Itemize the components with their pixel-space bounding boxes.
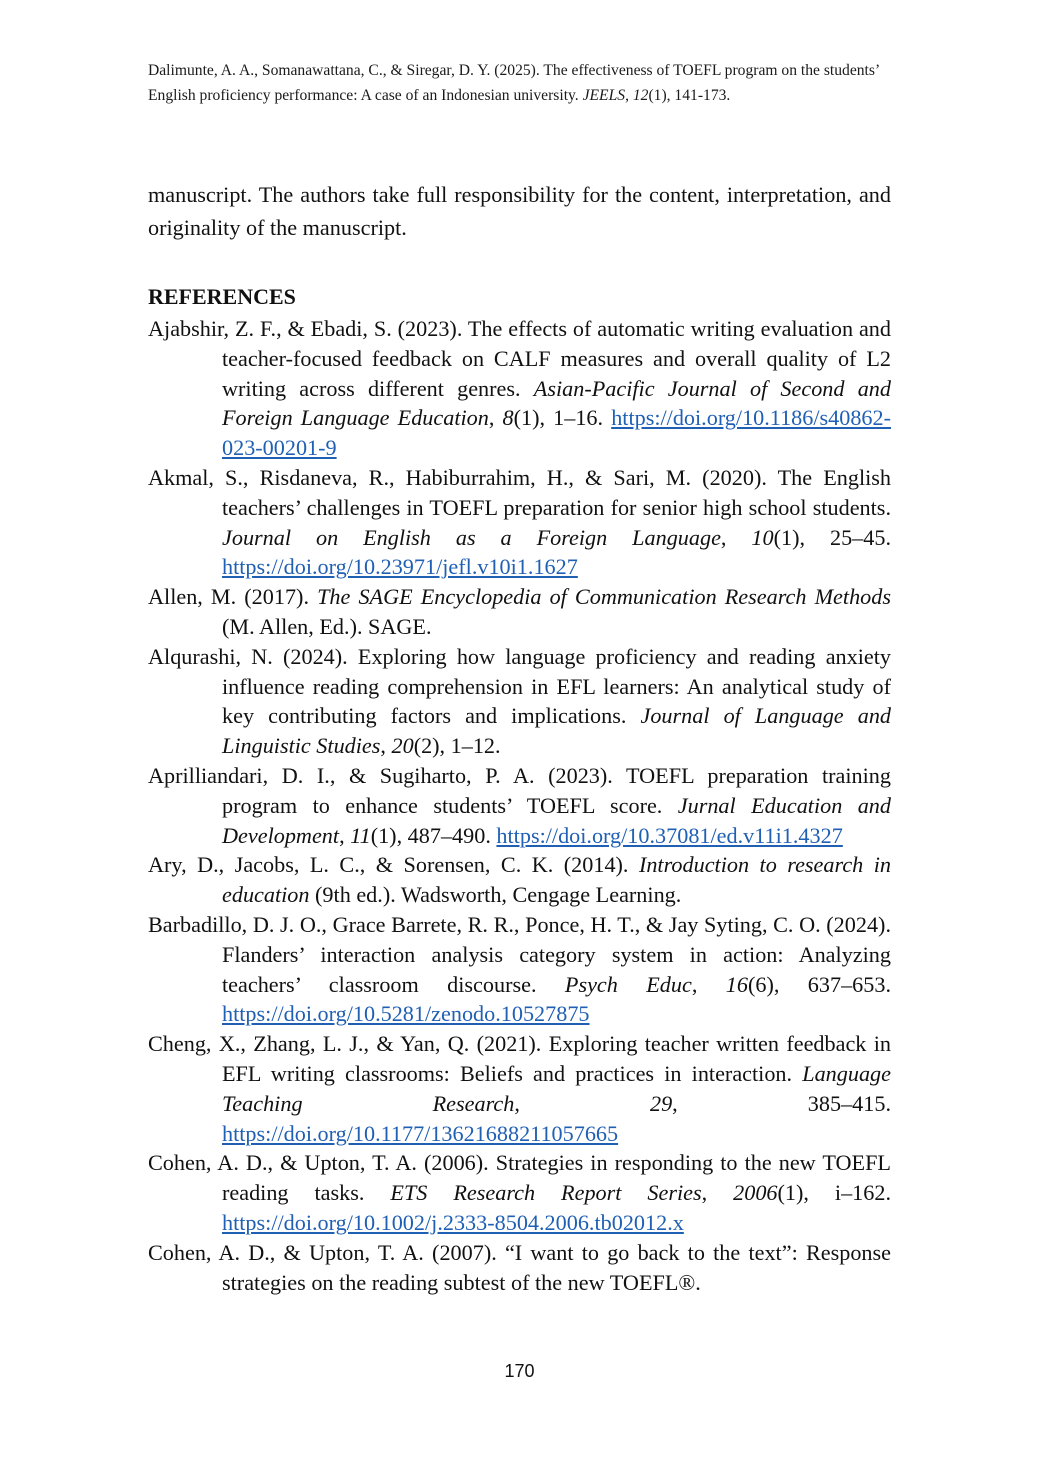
body-paragraph: manuscript. The authors take full responsibility for the content, interpretation, and originality of the manuscript.: [148, 182, 891, 240]
running-header: [148, 58, 908, 108]
reference-text: Cheng, X., Zhang, L. J., & Yan, Q. (2021). Exploring teacher written feedback in EFL writing classrooms: Beliefs and practices in interaction.: [148, 1031, 891, 1086]
reference-entry: [148, 910, 891, 1029]
references-heading: REFERENCES: [148, 284, 296, 309]
reference-doi-link[interactable]: https://doi.org/10.5281/zenodo.10527875: [222, 1001, 590, 1027]
reference-doi-link[interactable]: https://doi.org/10.1177/13621688211057665: [222, 1120, 619, 1146]
reference-entry: [148, 314, 891, 463]
reference-separator: ,: [691, 971, 726, 997]
reference-source: Language Teaching Research: [222, 1060, 891, 1116]
reference-entry: [148, 1029, 891, 1148]
reference-details: (6), 637–653.: [747, 971, 891, 997]
reference-text: Allen, M. (2017).: [148, 584, 318, 610]
reference-volume: 29: [649, 1090, 673, 1116]
reference-text: Ary, D., Jacobs, L. C., & Sorensen, C. K. (2014).: [148, 852, 639, 878]
reference-text: Cohen, A. D., & Upton, T. A. (2007). “I want to go back to the text”: Response strategies on the reading subtest of the new TOEFL®.: [148, 1239, 891, 1295]
page-number: 170: [504, 1361, 535, 1381]
reference-separator: ,: [514, 1090, 650, 1116]
reference-source: Asian-Pacific Journal of Second and Foreign Language Education: [222, 375, 891, 431]
reference-text: Akmal, S., Risdaneva, R., Habiburrahim, H., & Sari, M. (2020). The English teachers’ challenges in TOEFL preparation for senior high school students.: [148, 464, 891, 520]
reference-text: Alqurashi, N. (2024). Exploring how language proficiency and reading anxiety influence reading comprehension in EFL learners: An analytical study of key contributing factors and implications.: [148, 643, 891, 729]
reference-entry: [148, 850, 891, 910]
reference-doi-link[interactable]: https://doi.org/10.37081/ed.v11i1.4327: [496, 822, 843, 848]
reference-details: (1), i–162.: [777, 1180, 891, 1206]
reference-doi-link[interactable]: https://doi.org/10.1186/s40862-023-00201-9: [222, 405, 892, 461]
reference-entry: [148, 582, 891, 642]
reference-source: ETS Research Report Series: [390, 1180, 702, 1206]
reference-source: Journal on English as a Foreign Language: [222, 524, 721, 550]
reference-separator: ,: [701, 1180, 734, 1206]
reference-details: (1), 25–45.: [773, 524, 891, 550]
header-separator: ,: [625, 87, 633, 104]
reference-details: (1), 1–16.: [513, 405, 612, 431]
reference-doi-link[interactable]: https://doi.org/10.23971/jefl.v10i1.1627: [222, 554, 578, 580]
reference-details: (1), 487–490.: [370, 822, 497, 848]
reference-text: Barbadillo, D. J. O., Grace Barrete, R. R., Ponce, H. T., & Jay Syting, C. O. (2024). Flanders’ interaction analysis category system in action: Analyzing teachers’ classroom discourse.: [148, 911, 891, 997]
reference-source: Jurnal Education and Development: [222, 792, 891, 848]
reference-entry: [148, 1238, 891, 1298]
reference-details: , 385–415.: [672, 1090, 891, 1116]
header-journal: JEELS: [582, 87, 626, 104]
reference-volume: 2006: [733, 1180, 778, 1206]
reference-entry: [148, 463, 891, 582]
reference-list: [148, 314, 891, 1297]
reference-source: Introduction to research in education: [222, 852, 891, 908]
reference-source: Psych Educ: [564, 971, 692, 997]
header-citation: Dalimunte, A. A., Somanawattana, C., & Siregar, D. Y. (2025). The effectiveness of TOEFL program on the students’ English proficiency performance: A case of an Indonesian university.: [148, 62, 879, 104]
reference-volume: 8: [502, 405, 514, 431]
header-issue-pages: (1), 141-173.: [648, 87, 731, 104]
reference-separator: ,: [488, 405, 503, 431]
reference-volume: 10: [751, 524, 774, 550]
reference-entry: [148, 642, 891, 761]
reference-source: The SAGE Encyclopedia of Communication Research Methods: [317, 584, 891, 610]
reference-details: (2), 1–12.: [413, 733, 501, 759]
header-volume: 12: [632, 87, 649, 104]
reference-entry: [148, 761, 891, 850]
reference-separator: ,: [380, 733, 392, 759]
reference-separator: ,: [720, 524, 752, 550]
reference-text: Aprilliandari, D. I., & Sugiharto, P. A. (2023). TOEFL preparation training program to enhance students’ TOEFL score.: [148, 762, 891, 818]
reference-details: (M. Allen, Ed.). SAGE.: [222, 613, 432, 639]
reference-details: (9th ed.). Wadsworth, Cengage Learning.: [309, 882, 682, 908]
reference-volume: 16: [725, 971, 748, 997]
reference-volume: 20: [391, 733, 414, 759]
reference-separator: ,: [339, 822, 351, 848]
reference-text: Cohen, A. D., & Upton, T. A. (2006). Strategies in responding to the new TOEFL reading tasks.: [148, 1150, 891, 1206]
reference-doi-link[interactable]: https://doi.org/10.1002/j.2333-8504.2006.tb02012.x: [222, 1209, 684, 1235]
reference-source: Journal of Language and Linguistic Studies: [222, 703, 892, 759]
reference-entry: [148, 1148, 891, 1237]
reference-volume: 11: [350, 822, 371, 848]
reference-text: Ajabshir, Z. F., & Ebadi, S. (2023). The effects of automatic writing evaluation and teacher-focused feedback on CALF measures and overall quality of L2 writing across different genres.: [148, 316, 891, 401]
